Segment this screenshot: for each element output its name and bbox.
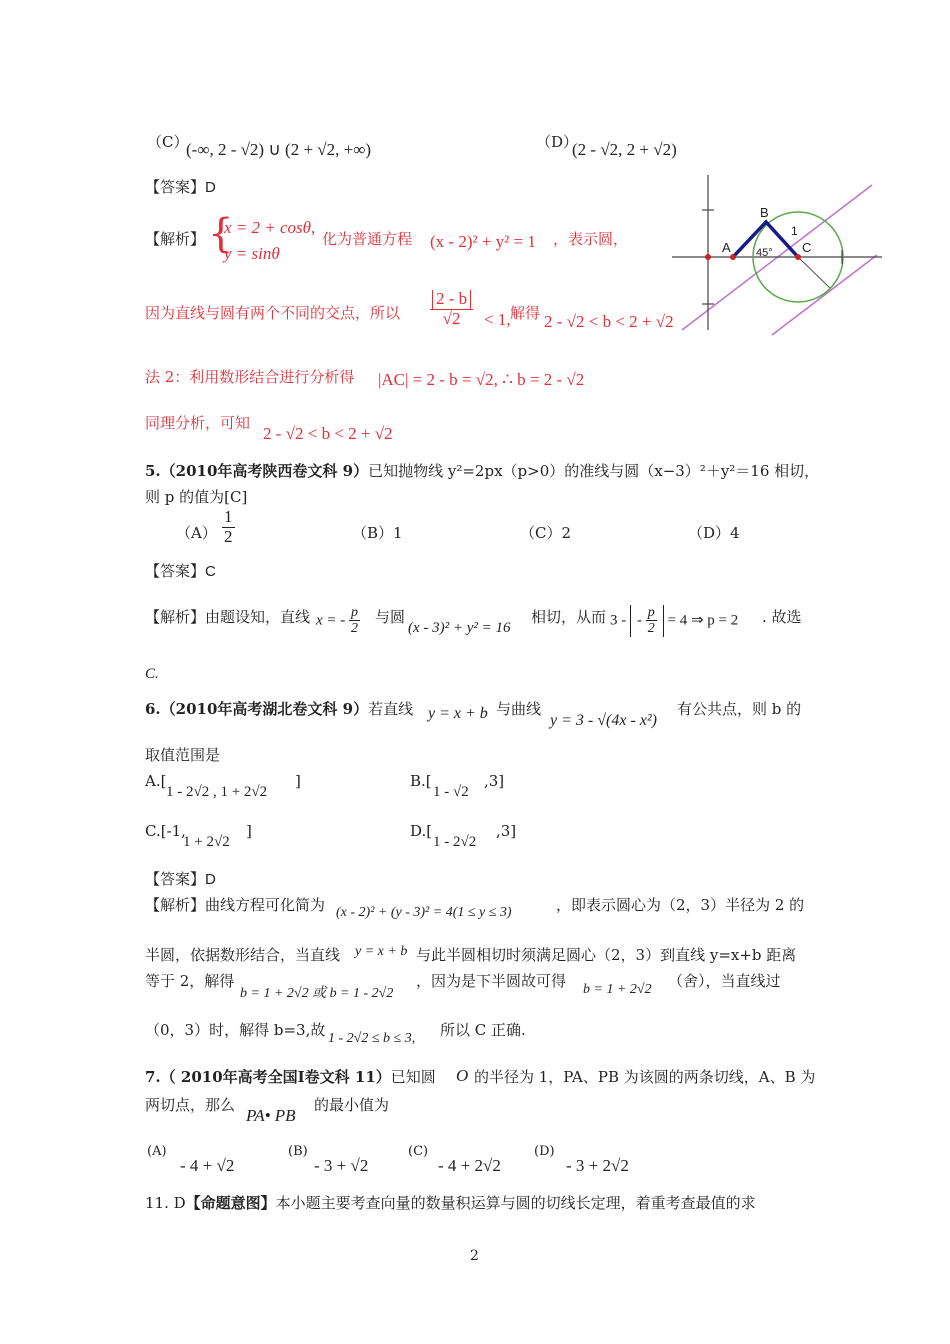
q6-option-a: [145, 772, 166, 790]
page-number: 2: [470, 1248, 479, 1264]
q7-option-d-label: (D): [534, 1144, 555, 1159]
q6-option-a-close: ]: [295, 772, 301, 790]
calc-pre: 3 -: [610, 612, 627, 629]
q5-option-c: （C）2: [520, 524, 572, 542]
q7-source: （ 2010年高考全国Ⅰ卷文科 11）: [160, 1068, 391, 1086]
option-label: A.[: [145, 772, 167, 790]
point-origin: [705, 254, 711, 260]
q5-calc: [610, 605, 738, 637]
q7-circle-o: O: [456, 1066, 469, 1085]
q6-analysis-c2: 与此半圆相切时须满足圆心（2，3）到直线 y=x+b 距离: [416, 946, 797, 964]
frac-den: 2: [224, 526, 233, 546]
q5-number: 5.: [145, 462, 161, 480]
q5-option-d: （D）4: [688, 524, 740, 542]
q7-option-a-label: (A): [147, 1144, 167, 1159]
answer-label: 【答案】: [145, 562, 206, 580]
q7-option-d-expr: - 3 + 2√2: [566, 1156, 629, 1175]
q6-analysis-b: ，即表示圆心为（2，3）半径为 2 的: [556, 896, 805, 914]
q6-option-c-close: ]: [246, 822, 252, 840]
abs-den: √2: [442, 308, 461, 328]
label-1: 1: [791, 224, 798, 238]
label-45: 45°: [756, 247, 773, 259]
q4-similar-expr: 2 - √2 < b < 2 + √2: [263, 424, 393, 443]
q6-analysis-d1: 等于 2，解得: [145, 972, 235, 990]
brace-glyph: {: [208, 211, 234, 257]
q4-result-ineq: 2 - √2 < b < 2 + √2: [544, 312, 674, 331]
q6-stem-d: 取值范围是: [145, 746, 221, 764]
q6-option-d-close: ,3]: [496, 822, 517, 840]
calc-post: = 4 ⇒ p = 2: [667, 612, 739, 629]
q5-option-b: （B）1: [352, 524, 403, 542]
q6-option-b-expr: 1 - √2: [433, 784, 469, 800]
q4-method2-text: 法 2：利用数形结合进行分析得: [145, 368, 355, 386]
q4-answer: [145, 176, 216, 197]
q6-line-expr: y = x + b: [428, 705, 488, 722]
q4-reason-text: 因为直线与圆有两个不同的交点，所以: [145, 304, 401, 322]
calc-inner: -: [637, 612, 642, 629]
note-text: 本小题主要考查向量的数量积运算与圆的切线长定理，着重考查最值的求: [275, 1194, 756, 1212]
q5-answer: [145, 560, 216, 581]
q7-stem-b2: 的最小值为: [314, 1096, 390, 1114]
q4-lt-one: < 1,: [484, 310, 511, 329]
q7-stem-head: [145, 1066, 436, 1087]
q6-stem-b: 与曲线: [496, 700, 542, 718]
q6-analysis-d2: ，因为是下半圆故可得: [416, 972, 567, 990]
q6-analysis-a: [145, 894, 325, 915]
q7-note: [145, 1192, 756, 1213]
q6-source: （2010年高考湖北卷文科 9）: [160, 700, 369, 718]
q6-option-c-label: C.[-1,: [145, 822, 186, 840]
sys-line-2: y = sinθ: [224, 244, 280, 263]
frac-den: 2: [647, 621, 655, 637]
q6-simplified-eq: (x - 2)² + (y - 3)² = 4(1 ≤ y ≤ 3): [336, 905, 512, 920]
q5-source: （2010年高考陕西卷文科 9）: [160, 462, 369, 480]
q6-stem-a: 若直线: [368, 700, 414, 718]
q7-option-a-expr: - 4 + √2: [180, 1156, 235, 1175]
q5-analysis-head: [145, 606, 310, 627]
label-b: B: [760, 205, 769, 220]
q6-option-a-expr: 1 - 2√2 , 1 + 2√2: [166, 784, 268, 800]
q6-analysis-d3: （舍），当直线过: [668, 972, 781, 990]
analysis-label: 【解析】: [145, 608, 206, 626]
line-lhs: x = -: [316, 612, 346, 629]
q4-convert-text: 化为普通方程: [322, 230, 413, 248]
q5-stem-b: 则 p 的值为[C]: [145, 488, 248, 506]
q6-option-c-expr: 1 + 2√2: [183, 834, 230, 850]
point-c: [795, 254, 801, 260]
q4-option-d-label: （D）: [536, 133, 579, 151]
tangent-line-lower: [772, 255, 877, 335]
q4-similar-text: 同理分析，可知: [145, 414, 251, 432]
choice-letter: C: [145, 666, 156, 682]
q4-method2-expr: |AC| = 2 - b = √2, ∴ b = 2 - √2: [378, 370, 585, 389]
abs-num: 2 - b: [432, 290, 471, 309]
label-a: A: [722, 240, 731, 255]
q5-stem-a: 已知抛物线 y²=2px（p>0）的准线与圆（x−3）²＋y²＝16 相切，: [368, 462, 820, 480]
analysis-text1: 由题设知，直线: [205, 608, 311, 626]
q6-stem-head: [145, 698, 413, 719]
analysis-label: 【解析】: [145, 896, 206, 914]
q4-solve-text: 解得: [510, 304, 541, 322]
label-c: C: [802, 240, 812, 255]
q4-option-c-expr: (-∞, 2 - √2) ∪ (2 + √2, +∞): [186, 140, 371, 159]
q5-analysis-text2: 与圆: [375, 608, 406, 626]
q4-figure: [672, 170, 882, 340]
q6-analysis-d-expr2: b = 1 + 2√2: [583, 982, 652, 997]
q7-option-b-label: (B): [288, 1144, 308, 1159]
sys-line-1: x = 2 + cosθ,: [224, 218, 316, 237]
q6-stem-c: 有公共点，则 b 的: [677, 700, 802, 718]
q6-option-b-close: ,3]: [484, 772, 505, 790]
q6-option-d-expr: 1 - 2√2: [433, 834, 477, 850]
answer-value: D: [205, 179, 216, 196]
q6-analysis-e-expr: 1 - 2√2 ≤ b ≤ 3,: [328, 1031, 416, 1046]
q7-option-c-expr: - 4 + 2√2: [438, 1156, 501, 1175]
q7-stem-expr: PA• PB: [246, 1106, 296, 1125]
radius-line: [798, 257, 830, 288]
answer-value: D: [205, 871, 216, 888]
q6-number: 6.: [145, 700, 161, 718]
q4-analysis-label: 【解析】: [145, 230, 206, 248]
q5-stem-line1: [145, 460, 819, 481]
answer-value: C: [205, 563, 216, 580]
frac-num: 1: [224, 507, 233, 526]
q4-standard-eq: (x - 2)² + y² = 1: [430, 232, 536, 251]
q5-circle-eq: (x - 3)² + y² = 16: [408, 620, 511, 636]
frac-num: p: [351, 605, 359, 620]
q6-analysis-c-expr: y = x + b: [355, 944, 408, 959]
q5-line-expr: [316, 605, 360, 637]
q6-option-b-label: B.[: [410, 772, 432, 790]
q7-stem-a2: 的半径为 1，PA、PB 为该圆的两条切线，A、B 为: [474, 1068, 816, 1086]
q6-answer: [145, 868, 216, 889]
q6-analysis-e1: （0，3）时，解得 b=3,故: [145, 1021, 326, 1039]
q7-option-b-expr: - 3 + √2: [314, 1156, 369, 1175]
frac-den: 2: [351, 621, 359, 637]
q4-option-c-label: （C）: [147, 133, 189, 151]
note-label: 【命题意图】: [185, 1194, 276, 1212]
analysis-text: 曲线方程可化简为: [205, 896, 326, 914]
q7-stem-b1: 两切点，那么: [145, 1096, 236, 1114]
q5-option-a-label: （A）: [176, 524, 217, 542]
q4-represents-circle: ，表示圆，: [553, 230, 629, 248]
q5-analysis-text4: . 故选: [762, 608, 802, 626]
q6-curve-expr: y = 3 - √(4x - x²): [550, 712, 657, 729]
frac-num: p: [647, 605, 655, 620]
q5-option-a-frac: [222, 508, 235, 546]
point-a: [730, 254, 736, 260]
q6-analysis-d-expr: b = 1 + 2√2 或 b = 1 - 2√2: [240, 986, 394, 1001]
q6-analysis-c1: 半圆，依据数形结合，当直线: [145, 946, 341, 964]
q6-option-d-label: D.[: [410, 822, 433, 840]
q4-option-d-expr: (2 - √2, 2 + √2): [572, 140, 677, 159]
q6-analysis-e2: 所以 C 正确.: [440, 1021, 526, 1039]
q4-abs-fraction: [430, 290, 473, 328]
note-prefix: 11. D: [145, 1194, 186, 1212]
q7-option-c-label: (C): [408, 1144, 429, 1159]
q5-choice: [145, 666, 159, 683]
q5-analysis-text3: 相切，从而: [531, 608, 607, 626]
answer-label: 【答案】: [145, 178, 206, 196]
answer-label: 【答案】: [145, 870, 206, 888]
choice-dot: .: [155, 666, 159, 682]
q7-number: 7.: [145, 1068, 161, 1086]
q7-stem-a1: 已知圆: [390, 1068, 436, 1086]
